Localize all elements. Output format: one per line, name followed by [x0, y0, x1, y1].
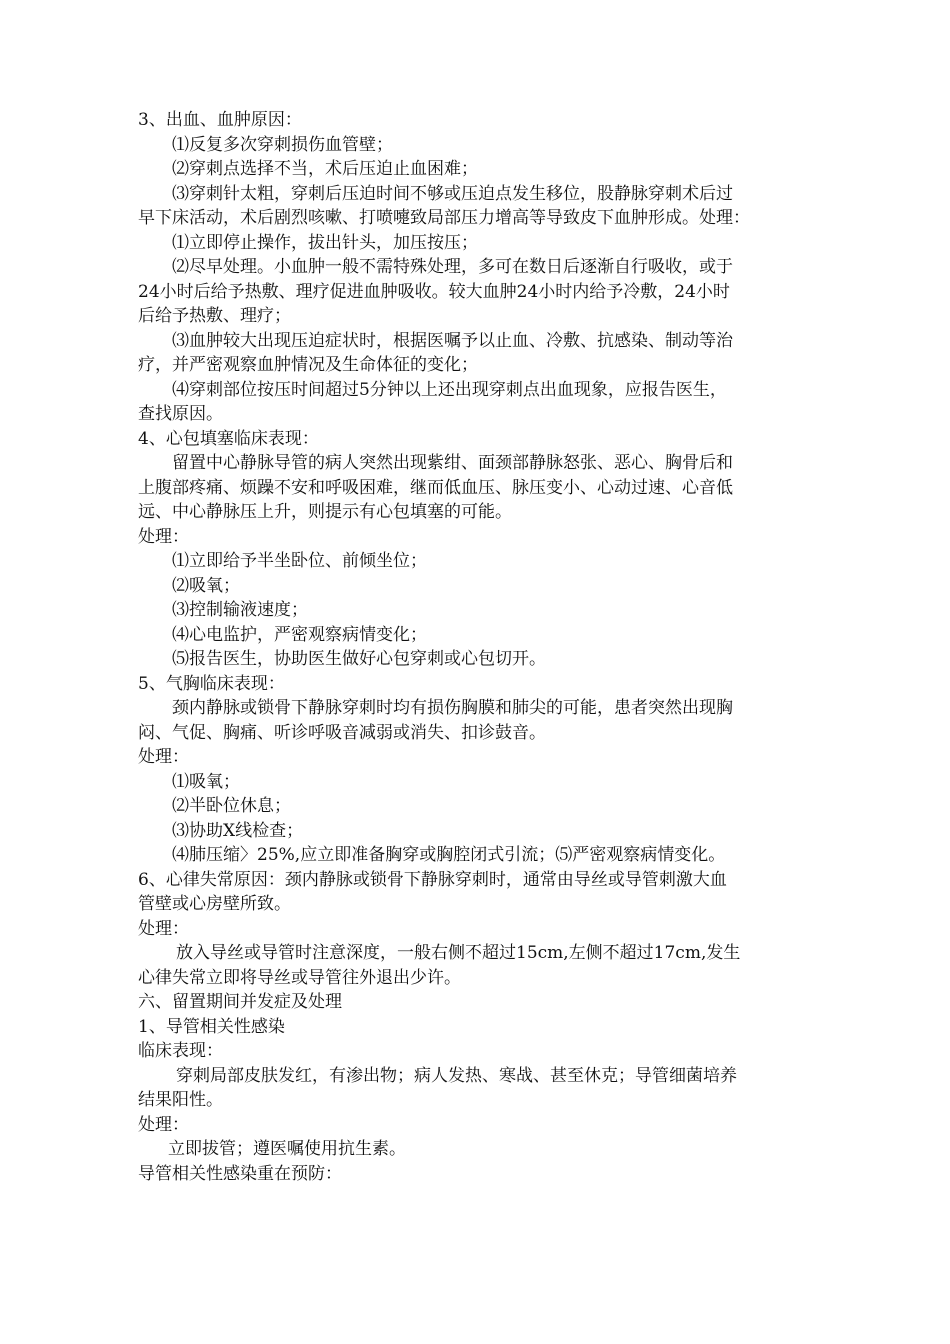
section-heading-pneumothorax: 5、气胸临床表现：: [138, 673, 285, 694]
paragraph-line: 上腹部疼痛、烦躁不安和呼吸困难，继而低血压、脉压变小、心动过速、心音低: [138, 477, 733, 498]
subheading-treatment: 处理：: [138, 747, 189, 767]
paragraph-line: 导管相关性感染重在预防：: [138, 1163, 342, 1184]
section-heading-infection: 1、导管相关性感染: [138, 1016, 285, 1037]
list-item: ⑵半卧位休息；: [172, 796, 291, 816]
list-item: ⑴反复多次穿刺损伤血管壁；: [172, 134, 393, 155]
paragraph-line: 留置中心静脉导管的病人突然出现紫绀、面颈部静脉怒张、恶心、胸骨后和: [172, 453, 733, 473]
paragraph-line: 早下床活动，术后剧烈咳嗽、打喷嚏致局部压力增高等导致皮下血肿形成。处理：: [138, 208, 750, 228]
chapter-heading-complications: 六、留置期间并发症及处理: [138, 992, 342, 1012]
list-item: ⑴吸氧；: [172, 771, 240, 792]
subheading-clinical: 临床表现：: [138, 1041, 223, 1061]
paragraph-line: 穿刺局部皮肤发红，有渗出物；病人发热、寒战、甚至休克；导管细菌培养: [176, 1065, 737, 1086]
list-item: ⑷心电监护，严密观察病情变化；: [172, 624, 427, 645]
paragraph-line: 闷、气促、胸痛、听诊呼吸音减弱或消失、扣诊鼓音。: [138, 722, 546, 743]
section-heading-bleeding: 3、出血、血肿原因：: [138, 110, 302, 130]
list-item: ⑶血肿较大出现压迫症状时，根据医嘱予以止血、冷敷、抗感染、制动等治: [172, 330, 733, 351]
paragraph-line: 结果阳性。: [138, 1090, 223, 1110]
section-heading-tamponade: 4、心包填塞临床表现：: [138, 428, 319, 449]
list-item: ⑷穿刺部位按压时间超过5分钟以上还出现穿刺点出血现象，应报告医生，: [172, 379, 727, 400]
list-item: ⑴立即给予半坐卧位、前倾坐位；: [172, 551, 427, 571]
list-item: ⑵尽早处理。小血肿一般不需特殊处理，多可在数日后逐渐自行吸收，或于: [172, 257, 733, 277]
paragraph-line: 立即拔管；遵医嘱使用抗生素。: [168, 1139, 406, 1159]
list-item: ⑷肺压缩〉25%,应立即准备胸穿或胸腔闭式引流；⑸严密观察病情变化。: [172, 845, 726, 865]
list-item: ⑴立即停止操作，拔出针头，加压按压；: [172, 232, 478, 253]
paragraph-line: 放入导丝或导管时注意深度，一般右侧不超过15cm,左侧不超过17cm,发生: [176, 943, 741, 963]
paragraph-line: 疗，并严密观察血肿情况及生命体征的变化；: [138, 355, 478, 375]
section-heading-arrhythmia: 6、心律失常原因：颈内静脉或锁骨下静脉穿刺时，通常由导丝或导管刺激大血: [138, 869, 727, 890]
paragraph-line: 查找原因。: [138, 404, 223, 424]
list-item: ⑶协助X线检查；: [172, 820, 304, 841]
paragraph-line: 管壁或心房壁所致。: [138, 894, 291, 914]
paragraph-line: 24小时后给予热敷、理疗促进血肿吸收。较大血肿24小时内给予冷敷，24小时: [138, 281, 730, 302]
list-item: ⑶控制输液速度；: [172, 600, 308, 620]
list-item: ⑵吸氧；: [172, 575, 240, 596]
list-item: ⑵穿刺点选择不当，术后压迫止血困难；: [172, 159, 478, 179]
subheading-treatment: 处理：: [138, 918, 189, 939]
paragraph-line: 心律失常立即将导丝或导管往外退出少许。: [138, 967, 461, 988]
paragraph-line: 颈内静脉或锁骨下静脉穿刺时均有损伤胸膜和肺尖的可能，患者突然出现胸: [172, 698, 733, 718]
subheading-treatment: 处理：: [138, 1114, 189, 1135]
subheading-treatment: 处理：: [138, 526, 189, 547]
list-item: ⑸报告医生，协助医生做好心包穿刺或心包切开。: [172, 649, 546, 669]
paragraph-line: 后给予热敷、理疗；: [138, 306, 291, 326]
document-body: [138, 108, 818, 1186]
paragraph-line: 远、中心静脉压上升，则提示有心包填塞的可能。: [138, 502, 512, 522]
list-item: ⑶穿刺针太粗，穿刺后压迫时间不够或压迫点发生移位，股静脉穿刺术后过: [172, 183, 733, 204]
